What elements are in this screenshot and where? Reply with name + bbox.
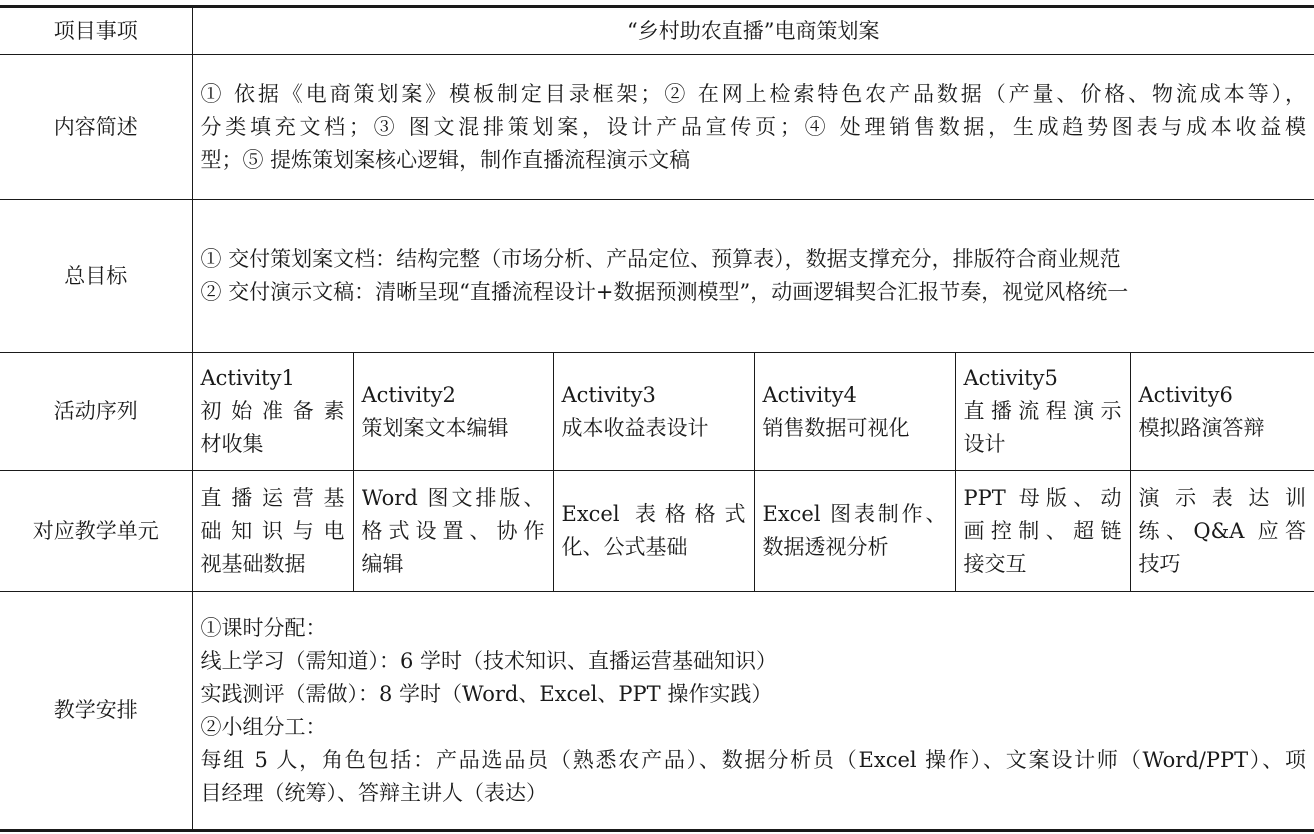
teaching-unit-line: 技巧 [1138,551,1181,576]
plan-table [0,5,1314,832]
activity-title-line: 销售数据可视化 [762,415,910,440]
teaching-unit-cell [553,471,754,592]
activity-cell [192,353,353,471]
activity-label: 活动序列 [0,353,192,471]
teaching-unit-cell [955,471,1130,592]
activity-cell [353,353,553,471]
teaching-unit-line: 接交互 [963,551,1027,576]
teaching-unit-line: PPT 母版、动 [963,485,1122,510]
teaching-unit-line: 练、Q&A 应答 [1138,518,1307,543]
activity-id: Activity5 [963,366,1058,390]
teaching-unit-cell [353,471,553,592]
activity-id: Activity2 [361,382,456,407]
activity-title-line: 材收集 [200,432,264,456]
activity-title-line: 模拟路演答辩 [1138,415,1265,440]
overall-goal-line: ① 交付策划案文档：结构完整（市场分析、产品定位、预算表），数据支撑充分，排版符合商业规范 [200,247,1121,271]
teaching-unit-label: 对应教学单元 [0,471,192,592]
teaching-unit-line: 础知识与电 [200,518,345,543]
teaching-unit-cell [754,471,955,592]
activity-id: Activity4 [762,382,857,407]
teaching-unit-line: 直播运营基 [200,485,345,510]
activity-cell [955,353,1130,471]
content-summary-line: ① 依据《电商策划案》模板制定目录框架；② 在网上检索特色农产品数据（产量、价格、物流成本等）， [200,81,1307,106]
teaching-unit-line: 数据透视分析 [762,535,889,559]
activity-cell [1130,353,1314,471]
arrangement-line: 目经理（统筹）、答辩主讲人（表达） [200,780,547,805]
teaching-unit-line: 编辑 [361,551,404,576]
overall-goal-line: ② 交付演示文稿：清晰呈现“直播流程设计+数据预测模型”，动画逻辑契合汇报节奏，视觉风格统一 [200,280,1129,304]
arrangement-line: ②小组分工： [200,714,327,739]
teaching-unit-line: 视基础数据 [200,551,306,576]
teaching-unit-cell [192,471,353,592]
activity-cell [553,353,754,471]
activity-title-line: 初始准备素 [200,399,345,423]
header-row [0,7,1314,55]
overall-goal-row [0,200,1314,353]
arrangement-line: 每组 5 人，角色包括：产品选品员（熟悉农产品）、数据分析员（Excel 操作）、文案设计师（Word/PPT）、项 [200,747,1307,772]
plan-title: “乡村助农直播”电商策划案 [192,7,1314,55]
arrangement-line: ①课时分配： [200,615,327,640]
overall-goal-cell [192,200,1314,353]
teaching-unit-line: 画控制、超链 [963,518,1122,543]
teaching-unit-line: Word 图文排版、 [361,485,545,510]
teaching-unit-row [0,471,1314,592]
teaching-unit-line: Excel 表格格式 [561,502,746,526]
teaching-unit-line: Excel 图表制作、 [762,502,947,526]
arrangement-line: 实践测评（需做）：8 学时（Word、Excel、PPT 操作实践） [200,681,773,706]
header-item-label: 项目事项 [0,7,192,55]
teaching-unit-line: 格式设置、协作 [361,518,545,543]
teaching-unit-cell [1130,471,1314,592]
overall-goal-label: 总目标 [0,200,192,353]
activity-id: Activity3 [561,382,656,407]
activity-title-line: 成本收益表设计 [561,415,709,440]
content-summary-line: 型；⑤ 提炼策划案核心逻辑，制作直播流程演示文稿 [200,147,691,172]
teaching-unit-line: 化、公式基础 [561,535,688,559]
arrangement-cell [192,592,1314,831]
activity-id: Activity6 [1138,382,1233,407]
activity-cell [754,353,955,471]
arrangement-label: 教学安排 [0,592,192,831]
content-summary-row [0,55,1314,200]
activity-title-line: 设计 [963,432,1006,456]
activity-row [0,353,1314,471]
content-summary-cell [192,55,1314,200]
activity-id: Activity1 [200,366,295,390]
content-summary-line: 分类填充文档；③ 图文混排策划案，设计产品宣传页；④ 处理销售数据，生成趋势图表与成本收益模 [200,114,1307,139]
content-summary-label: 内容简述 [0,55,192,200]
arrangement-row [0,592,1314,831]
arrangement-line: 线上学习（需知道）：6 学时（技术知识、直播运营基础知识） [200,648,778,673]
activity-title-line: 策划案文本编辑 [361,415,509,440]
teaching-unit-line: 演示表达训 [1138,485,1307,510]
activity-title-line: 直播流程演示 [963,399,1122,423]
